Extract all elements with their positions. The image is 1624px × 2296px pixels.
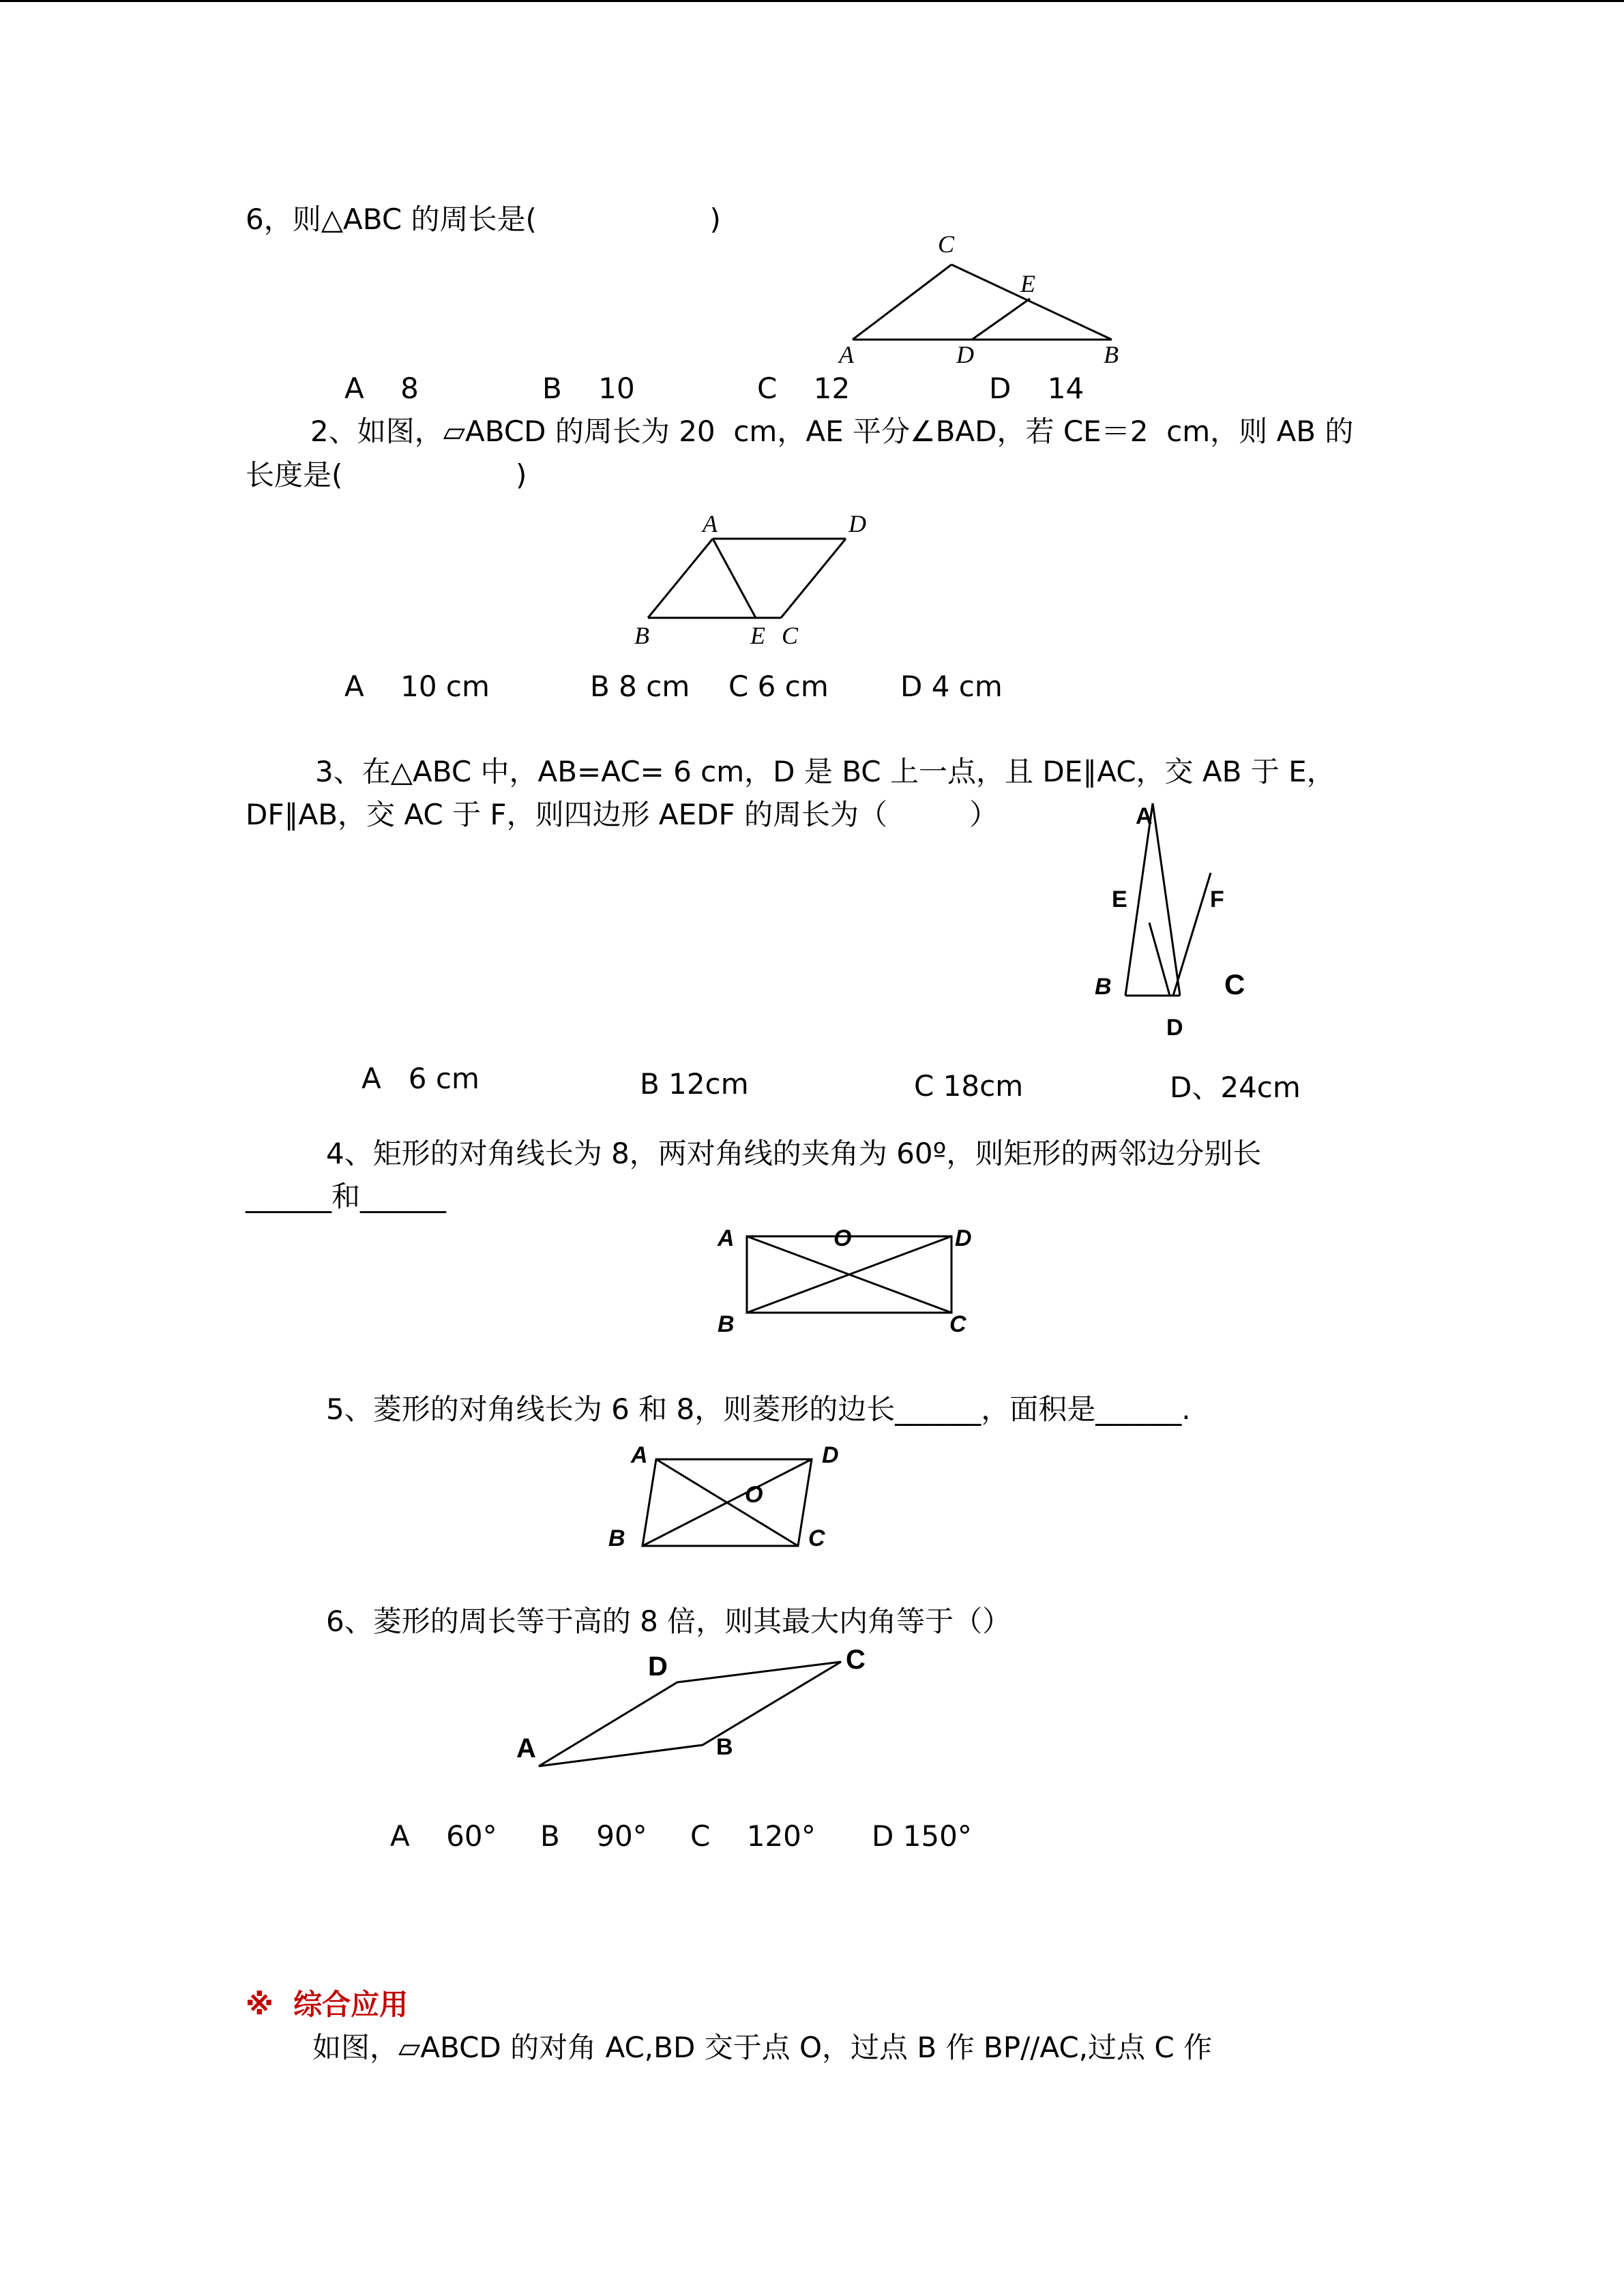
q1-option-b: B 10 xyxy=(542,372,635,405)
q2-option-d: D 4 cm xyxy=(900,670,1003,703)
section-title: ※ 综合应用 xyxy=(246,1988,409,2021)
q1-label-e: E xyxy=(1020,270,1035,297)
q1-option-d: D 14 xyxy=(989,372,1084,405)
q1-stem: 6，则△ABC 的周长是( ) xyxy=(246,203,721,236)
q3-label-b: B xyxy=(1095,974,1112,1000)
q6-line1: 6、菱形的周长等于高的 8 倍，则其最大内角等于（） xyxy=(326,1605,1012,1638)
q2-line2: 长度是( ) xyxy=(246,458,527,492)
q4-line1: 4、矩形的对角线长为 8，两对角线的夹角为 60º，则矩形的两邻边分别长 xyxy=(326,1137,1262,1170)
q5-label-o: O xyxy=(745,1482,763,1508)
q5-line1: 5、菱形的对角线长为 6 和 8，则菱形的边长______，面积是______. xyxy=(326,1392,1191,1426)
q6-label-b: B xyxy=(716,1734,733,1760)
q3-option-b: B 12cm xyxy=(640,1067,749,1101)
q3-label-e: E xyxy=(1112,886,1127,912)
q4-label-b: B xyxy=(718,1311,735,1337)
q6-label-a: A xyxy=(516,1733,536,1763)
q3-label-a: A xyxy=(1136,803,1153,829)
q4-label-o: O xyxy=(833,1225,852,1251)
q6-option-a: A 60° xyxy=(390,1819,497,1853)
q1-option-c: C 12 xyxy=(757,372,851,405)
q6-label-d: D xyxy=(648,1652,668,1682)
q6-rhombus-figure xyxy=(505,1640,887,1780)
q3-line1: 3、在△ABC 中，AB=AC= 6 cm，D 是 BC 上一点，且 DE∥AC，交 AB 于 E， xyxy=(315,755,1335,788)
q6-label-c: C xyxy=(846,1645,866,1675)
q1-triangle-figure xyxy=(825,232,1139,375)
q3-label-f: F xyxy=(1210,886,1224,912)
q2-option-b: B 8 cm xyxy=(590,670,690,703)
q4-label-a: A xyxy=(718,1225,735,1251)
q3-option-a: A 6 cm xyxy=(361,1062,479,1095)
q3-option-d: D、24cm xyxy=(1170,1071,1301,1104)
q2-label-d: D xyxy=(848,510,866,537)
q4-rectangle-figure xyxy=(709,1217,982,1347)
q2-line1: 2、如图，▱ABCD 的周长为 20 cm，AE 平分∠BAD，若 CE＝2 cm，则 AB 的 xyxy=(310,415,1354,448)
q2-option-c: C 6 cm xyxy=(728,670,829,703)
q6-option-d: D 150° xyxy=(872,1819,972,1853)
q1-label-c: C xyxy=(938,230,955,258)
q2-option-a: A 10 cm xyxy=(344,670,490,703)
q1-label-b: B xyxy=(1104,341,1119,368)
q2-parallelogram-figure xyxy=(621,505,894,655)
q3-label-c: C xyxy=(1224,968,1245,1000)
q4-label-c: C xyxy=(949,1311,966,1337)
q4-label-d: D xyxy=(955,1225,972,1251)
q5-label-c: C xyxy=(808,1525,825,1551)
q5-label-b: B xyxy=(608,1525,625,1551)
q2-label-a: A xyxy=(703,510,718,537)
q3-option-c: C 18cm xyxy=(914,1069,1024,1103)
q3-line2: DF∥AB，交 AC 于 F，则四边形 AEDF 的周长为（ ） xyxy=(246,798,999,831)
q1-label-d: D xyxy=(956,341,974,368)
q6-option-c: C 120° xyxy=(690,1819,816,1853)
q5-rhombus-figure xyxy=(600,1435,859,1562)
q1-label-a: A xyxy=(839,341,854,368)
q3-triangle-figure xyxy=(1091,798,1262,1050)
q4-line2: ______和______ xyxy=(246,1180,447,1213)
q5-label-d: D xyxy=(822,1442,839,1468)
q5-label-a: A xyxy=(631,1442,648,1468)
q6-option-b: B 90° xyxy=(540,1819,647,1853)
page-top-border xyxy=(0,0,1624,2)
q3-label-d: D xyxy=(1166,1015,1183,1041)
q2-label-e: E xyxy=(750,622,765,649)
q2-label-b: B xyxy=(634,622,649,649)
q1-option-a: A 8 xyxy=(344,372,419,405)
q2-label-c: C xyxy=(782,622,799,649)
section-line1: 如图，▱ABCD 的对角 AC,BD 交于点 O，过点 B 作 BP//AC,过点 C 作 xyxy=(312,2031,1213,2064)
